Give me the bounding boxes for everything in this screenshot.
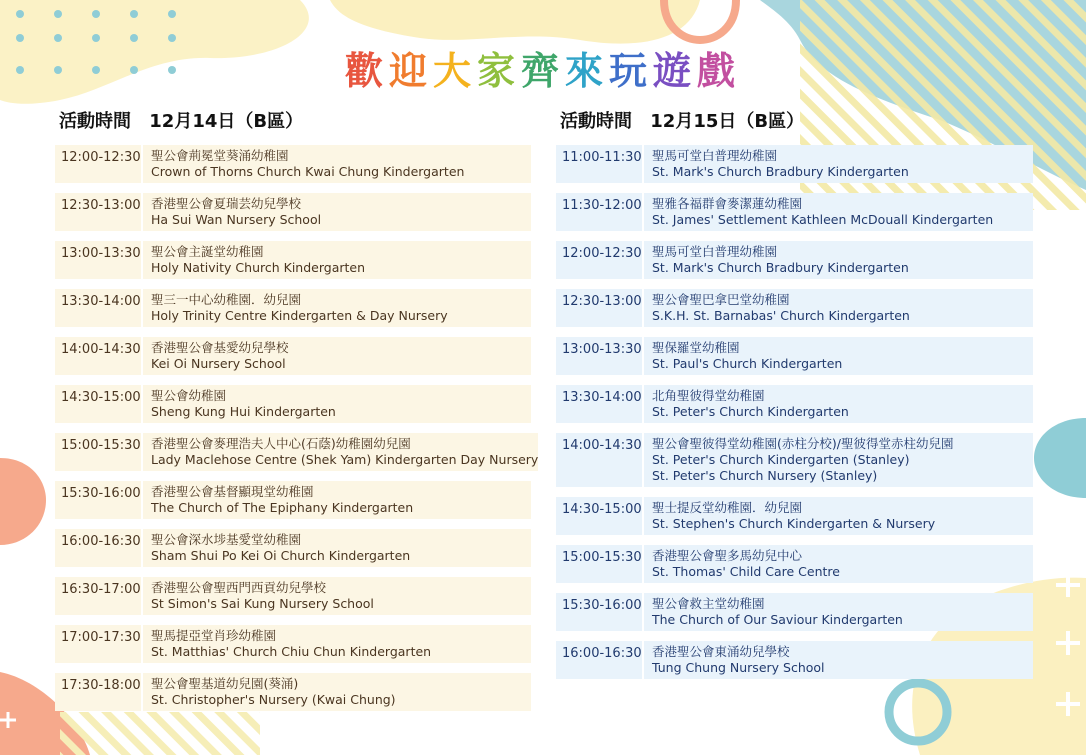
kindergarten-name-chinese: 聖雅各福群會麥潔蓮幼稚園 — [652, 196, 803, 211]
schedule-row — [55, 625, 531, 663]
title-char: 遊 — [653, 49, 698, 93]
kindergarten-name-chinese: 聖公會聖彼得堂幼稚園(赤柱分校)/聖彼得堂赤柱幼兒園 — [652, 436, 954, 451]
kindergarten-name-chinese: 香港聖公會基督顯現堂幼稚園 — [151, 484, 314, 499]
title-char: 大 — [432, 49, 477, 93]
kindergarten-name-english: Crown of Thorns Church Kwai Chung Kindergarten — [151, 164, 465, 179]
time-slot: 12:00-12:30 — [556, 241, 642, 279]
kindergarten-name-english: Sheng Kung Hui Kindergarten — [151, 404, 336, 419]
kindergarten-name-english: Lady Maclehose Centre (Shek Yam) Kindergarten Day Nursery — [151, 452, 539, 467]
time-slot: 16:00-16:30 — [556, 641, 642, 679]
kindergarten-name-english: St. Mark's Church Bradbury Kindergarten — [652, 164, 909, 179]
time-slot: 15:30-16:00 — [55, 481, 141, 519]
time-column-label: 活動時間 — [59, 111, 131, 132]
time-slot: 16:30-17:00 — [55, 577, 141, 615]
time-slot: 17:00-17:30 — [55, 625, 141, 663]
kindergarten-name-chinese: 聖馬提亞堂肖珍幼稚園 — [151, 628, 277, 643]
kindergarten-names — [143, 577, 531, 615]
kindergarten-names — [143, 289, 531, 327]
title-char: 迎 — [388, 49, 433, 93]
time-slot: 12:00-12:30 — [55, 145, 141, 183]
kindergarten-name-chinese: 聖公會幼稚園 — [151, 388, 227, 403]
kindergarten-name-english: St. Thomas' Child Care Centre — [652, 564, 840, 579]
kindergarten-name-chinese: 聖公會荊冕堂葵涌幼稚園 — [151, 148, 289, 163]
kindergarten-name-english: St. Stephen's Church Kindergarten & Nursery — [652, 516, 936, 531]
kindergarten-name-chinese: 聖馬可堂白普理幼稚園 — [652, 148, 778, 163]
kindergarten-name-chinese: 聖公會深水埗基愛堂幼稚園 — [151, 532, 302, 547]
schedule-header — [556, 108, 1033, 136]
kindergarten-name-english: St. Paul's Church Kindergarten — [652, 356, 843, 371]
schedule-row — [55, 193, 531, 231]
kindergarten-names — [143, 193, 531, 231]
kindergarten-name-chinese: 香港聖公會基愛幼兒學校 — [151, 340, 289, 355]
schedule-rows — [55, 145, 539, 711]
kindergarten-names — [644, 193, 1033, 231]
kindergarten-name-english: Tung Chung Nursery School — [652, 660, 825, 675]
schedule-row — [55, 241, 531, 279]
schedule-row — [556, 241, 1033, 279]
kindergarten-name-english: St. James' Settlement Kathleen McDouall Kindergarten — [652, 212, 994, 227]
time-slot: 12:30-13:00 — [55, 193, 141, 231]
time-slot: 13:00-13:30 — [55, 241, 141, 279]
title-char: 來 — [565, 49, 610, 93]
page-title — [0, 40, 1086, 95]
schedule-row — [556, 289, 1033, 327]
kindergarten-names — [644, 433, 1033, 487]
kindergarten-name-chinese: 香港聖公會東涌幼兒學校 — [652, 644, 790, 659]
kindergarten-name-english: S.K.H. St. Barnabas' Church Kindergarten — [652, 308, 910, 323]
schedule-row — [55, 385, 531, 423]
schedule-row — [55, 529, 531, 567]
schedule-rows — [556, 145, 1033, 679]
kindergarten-names — [644, 641, 1033, 679]
time-slot: 15:00-15:30 — [556, 545, 642, 583]
title-char: 家 — [476, 49, 521, 93]
schedule-row — [55, 289, 531, 327]
kindergarten-names — [143, 241, 531, 279]
kindergarten-name-chinese: 香港聖公會聖多馬幼兒中心 — [652, 548, 803, 563]
kindergarten-name-chinese: 聖公會主誕堂幼稚園 — [151, 244, 264, 259]
schedule-row — [556, 385, 1033, 423]
kindergarten-names — [644, 337, 1033, 375]
kindergarten-names — [644, 289, 1033, 327]
kindergarten-names — [143, 145, 531, 183]
time-slot: 14:30-15:00 — [556, 497, 642, 535]
kindergarten-name-english: St. Matthias' Church Chiu Chun Kindergarten — [151, 644, 432, 659]
schedule-row — [556, 433, 1033, 487]
kindergarten-names — [644, 241, 1033, 279]
schedule-date: 12月15日（B區） — [650, 111, 805, 132]
time-slot: 12:30-13:00 — [556, 289, 642, 327]
schedule-row — [556, 145, 1033, 183]
kindergarten-names — [644, 545, 1033, 583]
kindergarten-name-chinese: 聖三一中心幼稚園．幼兒園 — [151, 292, 302, 307]
time-slot: 14:00-14:30 — [556, 433, 642, 487]
schedule-row — [55, 577, 531, 615]
kindergarten-name-chinese: 聖士提反堂幼稚園．幼兒園 — [652, 500, 803, 515]
kindergarten-name-english: St. Christopher's Nursery (Kwai Chung) — [151, 692, 396, 707]
time-slot: 13:00-13:30 — [556, 337, 642, 375]
kindergarten-names — [143, 673, 531, 711]
time-slot: 14:00-14:30 — [55, 337, 141, 375]
time-slot: 16:00-16:30 — [55, 529, 141, 567]
schedule-row — [55, 673, 531, 711]
kindergarten-name-english: St. Mark's Church Bradbury Kindergarten — [652, 260, 909, 275]
kindergarten-name-chinese: 香港聖公會聖西門西貢幼兒學校 — [151, 580, 327, 595]
schedule-row — [55, 433, 539, 471]
kindergarten-names — [143, 337, 531, 375]
kindergarten-name-chinese: 北角聖彼得堂幼稚園 — [652, 388, 765, 403]
schedule-row — [556, 337, 1033, 375]
title-char: 玩 — [609, 49, 654, 93]
kindergarten-name-english: St. Peter's Church Kindergarten (Stanley) — [652, 452, 910, 467]
kindergarten-name-english: The Church of The Epiphany Kindergarten — [151, 500, 414, 515]
kindergarten-name-english: St Simon's Sai Kung Nursery School — [151, 596, 374, 611]
title-char: 齊 — [520, 49, 565, 93]
time-slot: 15:30-16:00 — [556, 593, 642, 631]
time-slot: 13:30-14:00 — [55, 289, 141, 327]
kindergarten-names — [644, 385, 1033, 423]
kindergarten-name-english: St. Peter's Church Nursery (Stanley) — [652, 468, 878, 483]
kindergarten-name-chinese: 聖保羅堂幼稚園 — [652, 340, 740, 355]
time-column-label: 活動時間 — [560, 111, 632, 132]
kindergarten-names — [143, 433, 538, 471]
kindergarten-name-english: Sham Shui Po Kei Oi Church Kindergarten — [151, 548, 411, 563]
kindergarten-names — [644, 593, 1033, 631]
schedule-row — [55, 145, 531, 183]
kindergarten-name-english: The Church of Our Saviour Kindergarten — [652, 612, 903, 627]
kindergarten-names — [143, 385, 531, 423]
schedule-row — [556, 641, 1033, 679]
kindergarten-names — [143, 625, 531, 663]
schedule-row — [556, 497, 1033, 535]
time-slot: 14:30-15:00 — [55, 385, 141, 423]
schedule-dec-15 — [556, 108, 1033, 689]
schedule-row — [55, 337, 531, 375]
kindergarten-name-chinese: 聖公會聖基道幼兒園(葵涌) — [151, 676, 299, 691]
time-slot: 15:00-15:30 — [55, 433, 141, 471]
schedule-row — [55, 481, 531, 519]
title-char: 歡 — [344, 49, 389, 93]
kindergarten-name-english: Kei Oi Nursery School — [151, 356, 286, 371]
time-slot: 11:30-12:00 — [556, 193, 642, 231]
kindergarten-name-english: St. Peter's Church Kindergarten — [652, 404, 849, 419]
schedule-dec-14 — [55, 108, 539, 721]
schedule-row — [556, 545, 1033, 583]
kindergarten-names — [143, 481, 531, 519]
kindergarten-name-chinese: 聖公會救主堂幼稚園 — [652, 596, 765, 611]
schedule-date: 12月14日（B區） — [149, 111, 304, 132]
title-char: 戲 — [697, 49, 742, 93]
schedule-row — [556, 593, 1033, 631]
kindergarten-name-chinese: 香港聖公會麥理浩夫人中心(石蔭)幼稚園幼兒園 — [151, 436, 411, 451]
kindergarten-names — [644, 497, 1033, 535]
kindergarten-name-chinese: 香港聖公會夏瑞芸幼兒學校 — [151, 196, 302, 211]
kindergarten-name-chinese: 聖公會聖巴拿巴堂幼稚園 — [652, 292, 790, 307]
kindergarten-name-english: Holy Nativity Church Kindergarten — [151, 260, 366, 275]
time-slot: 11:00-11:30 — [556, 145, 642, 183]
time-slot: 17:30-18:00 — [55, 673, 141, 711]
time-slot: 13:30-14:00 — [556, 385, 642, 423]
schedule-header — [55, 108, 531, 136]
kindergarten-name-chinese: 聖馬可堂白普理幼稚園 — [652, 244, 778, 259]
kindergarten-name-english: Holy Trinity Centre Kindergarten & Day Nursery — [151, 308, 448, 323]
kindergarten-name-english: Ha Sui Wan Nursery School — [151, 212, 322, 227]
schedule-row — [556, 193, 1033, 231]
kindergarten-names — [644, 145, 1033, 183]
kindergarten-names — [143, 529, 531, 567]
